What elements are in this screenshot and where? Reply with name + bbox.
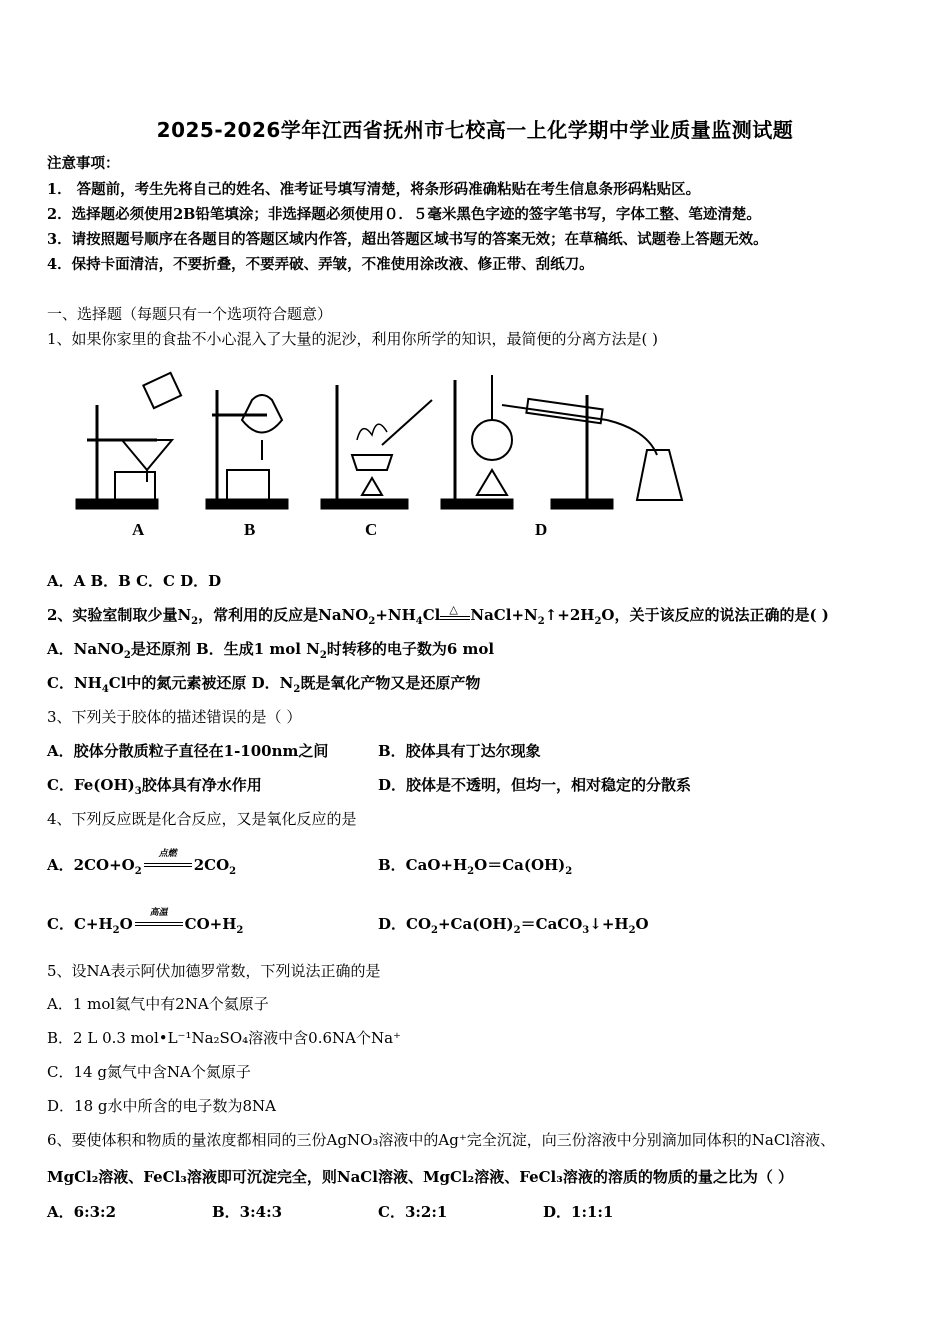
notice-heading: 注意事项：	[47, 155, 120, 172]
question-6-option-a: A．6:3:2	[47, 1203, 117, 1221]
section-heading: 一、选择题（每题只有一个选项符合题意）	[47, 305, 333, 323]
figure-label-b: B	[244, 520, 256, 539]
figure-label-a: A	[132, 520, 145, 539]
question-5-stem: 5、设NA表示阿伏加德罗常数，下列说法正确的是	[47, 962, 381, 980]
question-4-option-c: C．$C+H_2O$ 高温 $CO+H_2$	[47, 908, 244, 936]
question-6-stem-line-2: MgCl₂溶液、FeCl₃溶液即可沉淀完全，则NaCl溶液、MgCl₂溶液、FeCl₃溶液的溶质的物质的量之比为（ ）	[47, 1168, 794, 1186]
question-1-options: A．A B．B C．C D．D	[47, 572, 222, 590]
question-4-option-a: A．$2CO+O_2$ 点燃 $2CO_2$	[47, 849, 237, 877]
question-1-stem: 1、如果你家里的食盐不小心混入了大量的泥沙，利用你所学的知识，最简便的分离方法是( )	[47, 330, 659, 348]
question-3-stem: 3、下列关于胶体的描述错误的是（ ）	[47, 708, 302, 726]
question-2-options-ab: A．NaNO$_2$是还原剂 B．生成1 mol $N_2$时转移的电子数为6 mol	[47, 640, 495, 661]
figure-label-c: C	[365, 520, 378, 539]
separation-apparatus-figure	[47, 360, 712, 550]
question-2-options-cd: C．$NH_4Cl$中的氮元素被还原 D．$N_2$既是氧化产物又是还原产物	[47, 674, 481, 695]
question-6-option-b: B．3:4:3	[212, 1203, 283, 1221]
question-2-stem: 2、实验室制取少量$N_2$，常利用的反应是$NaNO_2+NH_4Cl$ △ $NaCl+N_2↑+2H_2O$，关于该反应的说法正确的是( )	[47, 603, 829, 627]
question-4-option-d: D．$CO_2+Ca(OH)_2=CaCO_3↓+H_2O$	[378, 915, 649, 936]
question-4-stem: 4、下列反应既是化合反应，又是氧化反应的是	[47, 810, 357, 828]
question-6-stem-line-1: 6、要使体积和物质的量浓度都相同的三份AgNO₃溶液中的Ag⁺完全沉淀，向三份溶液中分别滴加同体积的NaCl溶液、	[47, 1131, 836, 1149]
notice-item: 4．保持卡面清洁，不要折叠，不要弄破、弄皱，不准使用涂改液、修正带、刮纸刀。	[47, 256, 594, 273]
question-6-option-c: C．3:2:1	[378, 1203, 448, 1221]
question-6-option-d: D．1:1:1	[543, 1203, 614, 1221]
question-5-option-c: C．14 g氮气中含NA个氮原子	[47, 1063, 251, 1081]
question-5-option-b: B．2 L 0.3 mol•L⁻¹Na₂SO₄溶液中含0.6NA个Na⁺	[47, 1029, 401, 1047]
notice-item: 2．选择题必须使用2B铅笔填涂；非选择题必须使用０．５毫米黑色字迹的签字笔书写，字体工整、笔迹清楚。	[47, 206, 761, 223]
question-5-option-d: D．18 g水中所含的电子数为8NA	[47, 1097, 276, 1115]
question-3-option-a: A．胶体分散质粒子直径在1-100nm之间	[47, 742, 329, 760]
question-5-option-a: A．1 mol氦气中有2NA个氦原子	[47, 995, 269, 1013]
question-3-option-b: B．胶体具有丁达尔现象	[378, 742, 541, 760]
figure-label-d: D	[535, 520, 548, 539]
notice-item: 3．请按照题号顺序在各题目的答题区域内作答，超出答题区域书写的答案无效；在草稿纸、试题卷上答题无效。	[47, 231, 768, 248]
page-title: 2025-2026学年江西省抚州市七校高一上化学期中学业质量监测试题	[156, 118, 794, 142]
question-4-option-b: B．$CaO+H_2O=Ca(OH)_2$	[378, 856, 573, 877]
heat-condition-icon: △	[440, 609, 470, 623]
question-3-option-d: D．胶体是不透明，但均一，相对稳定的分散系	[378, 776, 692, 794]
notice-item: 1． 答题前，考生先将自己的姓名、准考证号填写清楚，将条形码准确粘贴在考生信息条形码粘贴区。	[47, 181, 701, 198]
question-3-option-c: C．$Fe(OH)_3$胶体具有净水作用	[47, 776, 262, 797]
